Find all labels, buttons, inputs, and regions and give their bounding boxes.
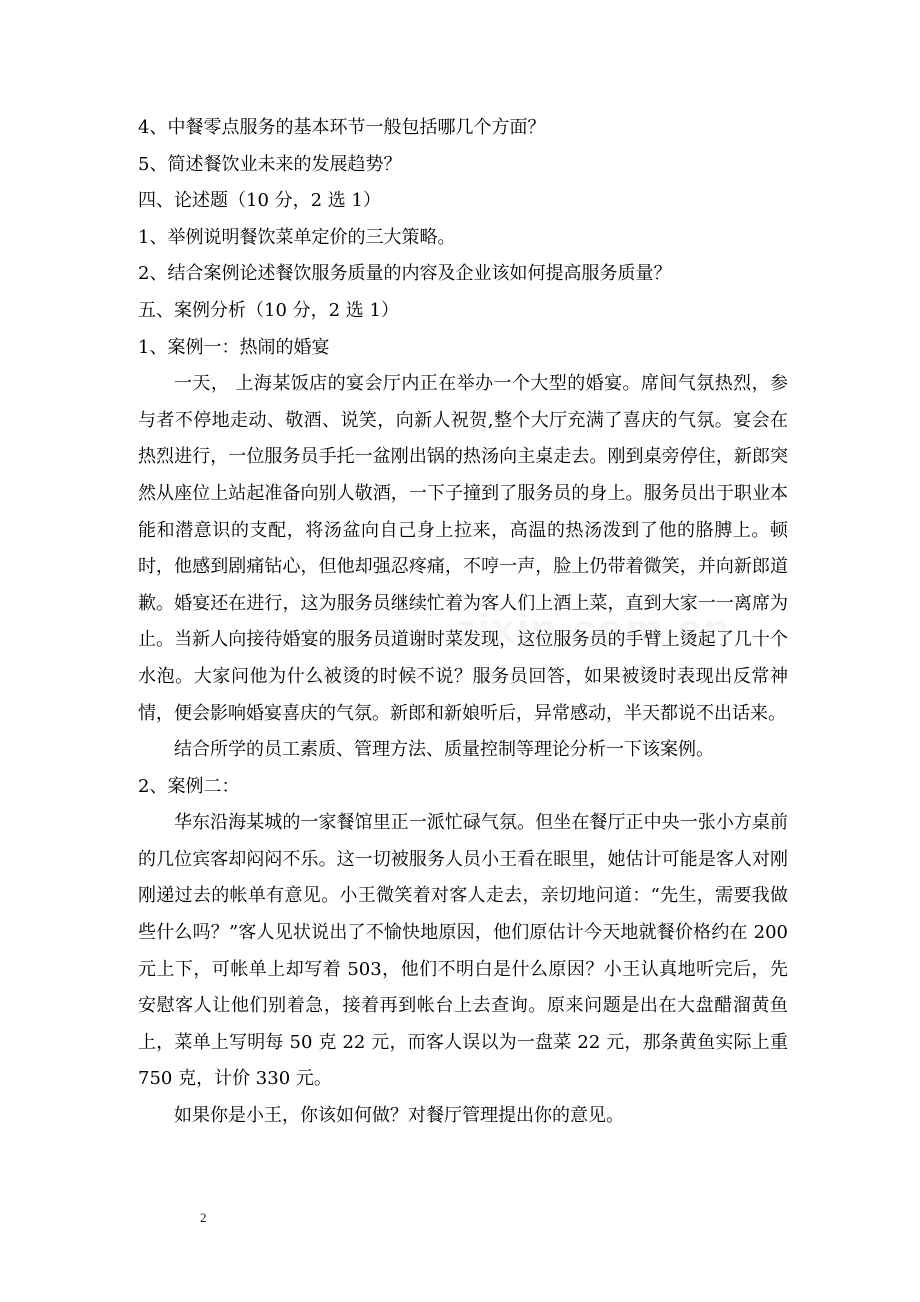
section-four-heading: 四、论述题（10 分，2 选 1） [138, 190, 381, 212]
watermark [455, 605, 731, 653]
essay-question-2: 2、结合案例论述餐饮服务质量的内容及企业该如何提高服务质量？ [138, 263, 672, 285]
essay-question-1: 1、举例说明餐饮菜单定价的三大策略。 [138, 226, 456, 248]
case-one-question: 结合所学的员工素质、管理方法、质量控制等理论分析一下该案例。 [174, 739, 714, 761]
case-two-paragraph: 华东沿海某城的一家餐馆里正一派忙碌气氛。但坐在餐厅正中央一张小方桌前的几位宾客却闷闷不乐。这一切被服务人员小王看在眼里，她估计可能是客人对刚刚递过去的帐单有意见。小王微笑着对客人走去，亲切地问道：“先生，需要我做些什么吗？”客人见状说出了不愉快地原因，他们原估计今天地就餐价格约在 200 元上下，可帐单上却写着 503，他们不明白是什么原因？小王认真地听完后，先安慰客人让他们别着急，接着再到帐台上去查询。原来问题是出在大盘醋溜黄鱼上，菜单上写明每 50 克 22 元，而客人误以为一盘菜 22 元，那条黄鱼实际上重 750 克，计价 330 元。 [138, 812, 788, 1090]
case-two-title: 2、案例二： [138, 775, 240, 797]
section-five-heading: 五、案例分析（10 分，2 选 1） [138, 299, 399, 321]
question-4: 4、中餐零点服务的基本环节一般包括哪几个方面？ [138, 117, 546, 138]
question-5: 5、简述餐饮业未来的发展趋势？ [138, 153, 402, 175]
page-number: 2 [200, 1210, 207, 1225]
case-one-paragraph: 一天， 上海某饭店的宴会厅内正在举办一个大型的婚宴。席间气氛热烈，参与者不停地走动、敬酒、说笑，向新人祝贺,整个大厅充满了喜庆的气氛。宴会在热烈进行，一位服务员手托一盆刚出锅的热汤向主桌走去。刚到桌旁停住，新郎突然从座位上站起准备向别人敬酒，一下子撞到了服务员的身上。服务员出于职业本能和潜意识的支配，将汤盆向自己身上拉来，高温的热汤泼到了他的胳膊上。顿时，他感到剧痛钻心，但他却强忍疼痛，不哼一声，脸上仍带着微笑，并向新郎道歉。婚宴还在进行，这为服务员继续忙着为客人们上酒上菜，直到大家一一离席为止。当新人向接待婚宴的服务员道谢时菜发现，这位服务员的手臂上烫起了几十个水泡。大家问他为什么被烫的时候不说？服务员回答，如果被烫时表现出反常神情，便会影响婚宴喜庆的气氛。新郎和新娘听后，异常感动，半天都说不出话来。 [138, 373, 788, 724]
case-two-question: 如果你是小王，你该如何做？对餐厅管理提出你的意见。 [174, 1105, 624, 1127]
case-one-title: 1、案例一：热闹的婚宴 [138, 336, 330, 358]
